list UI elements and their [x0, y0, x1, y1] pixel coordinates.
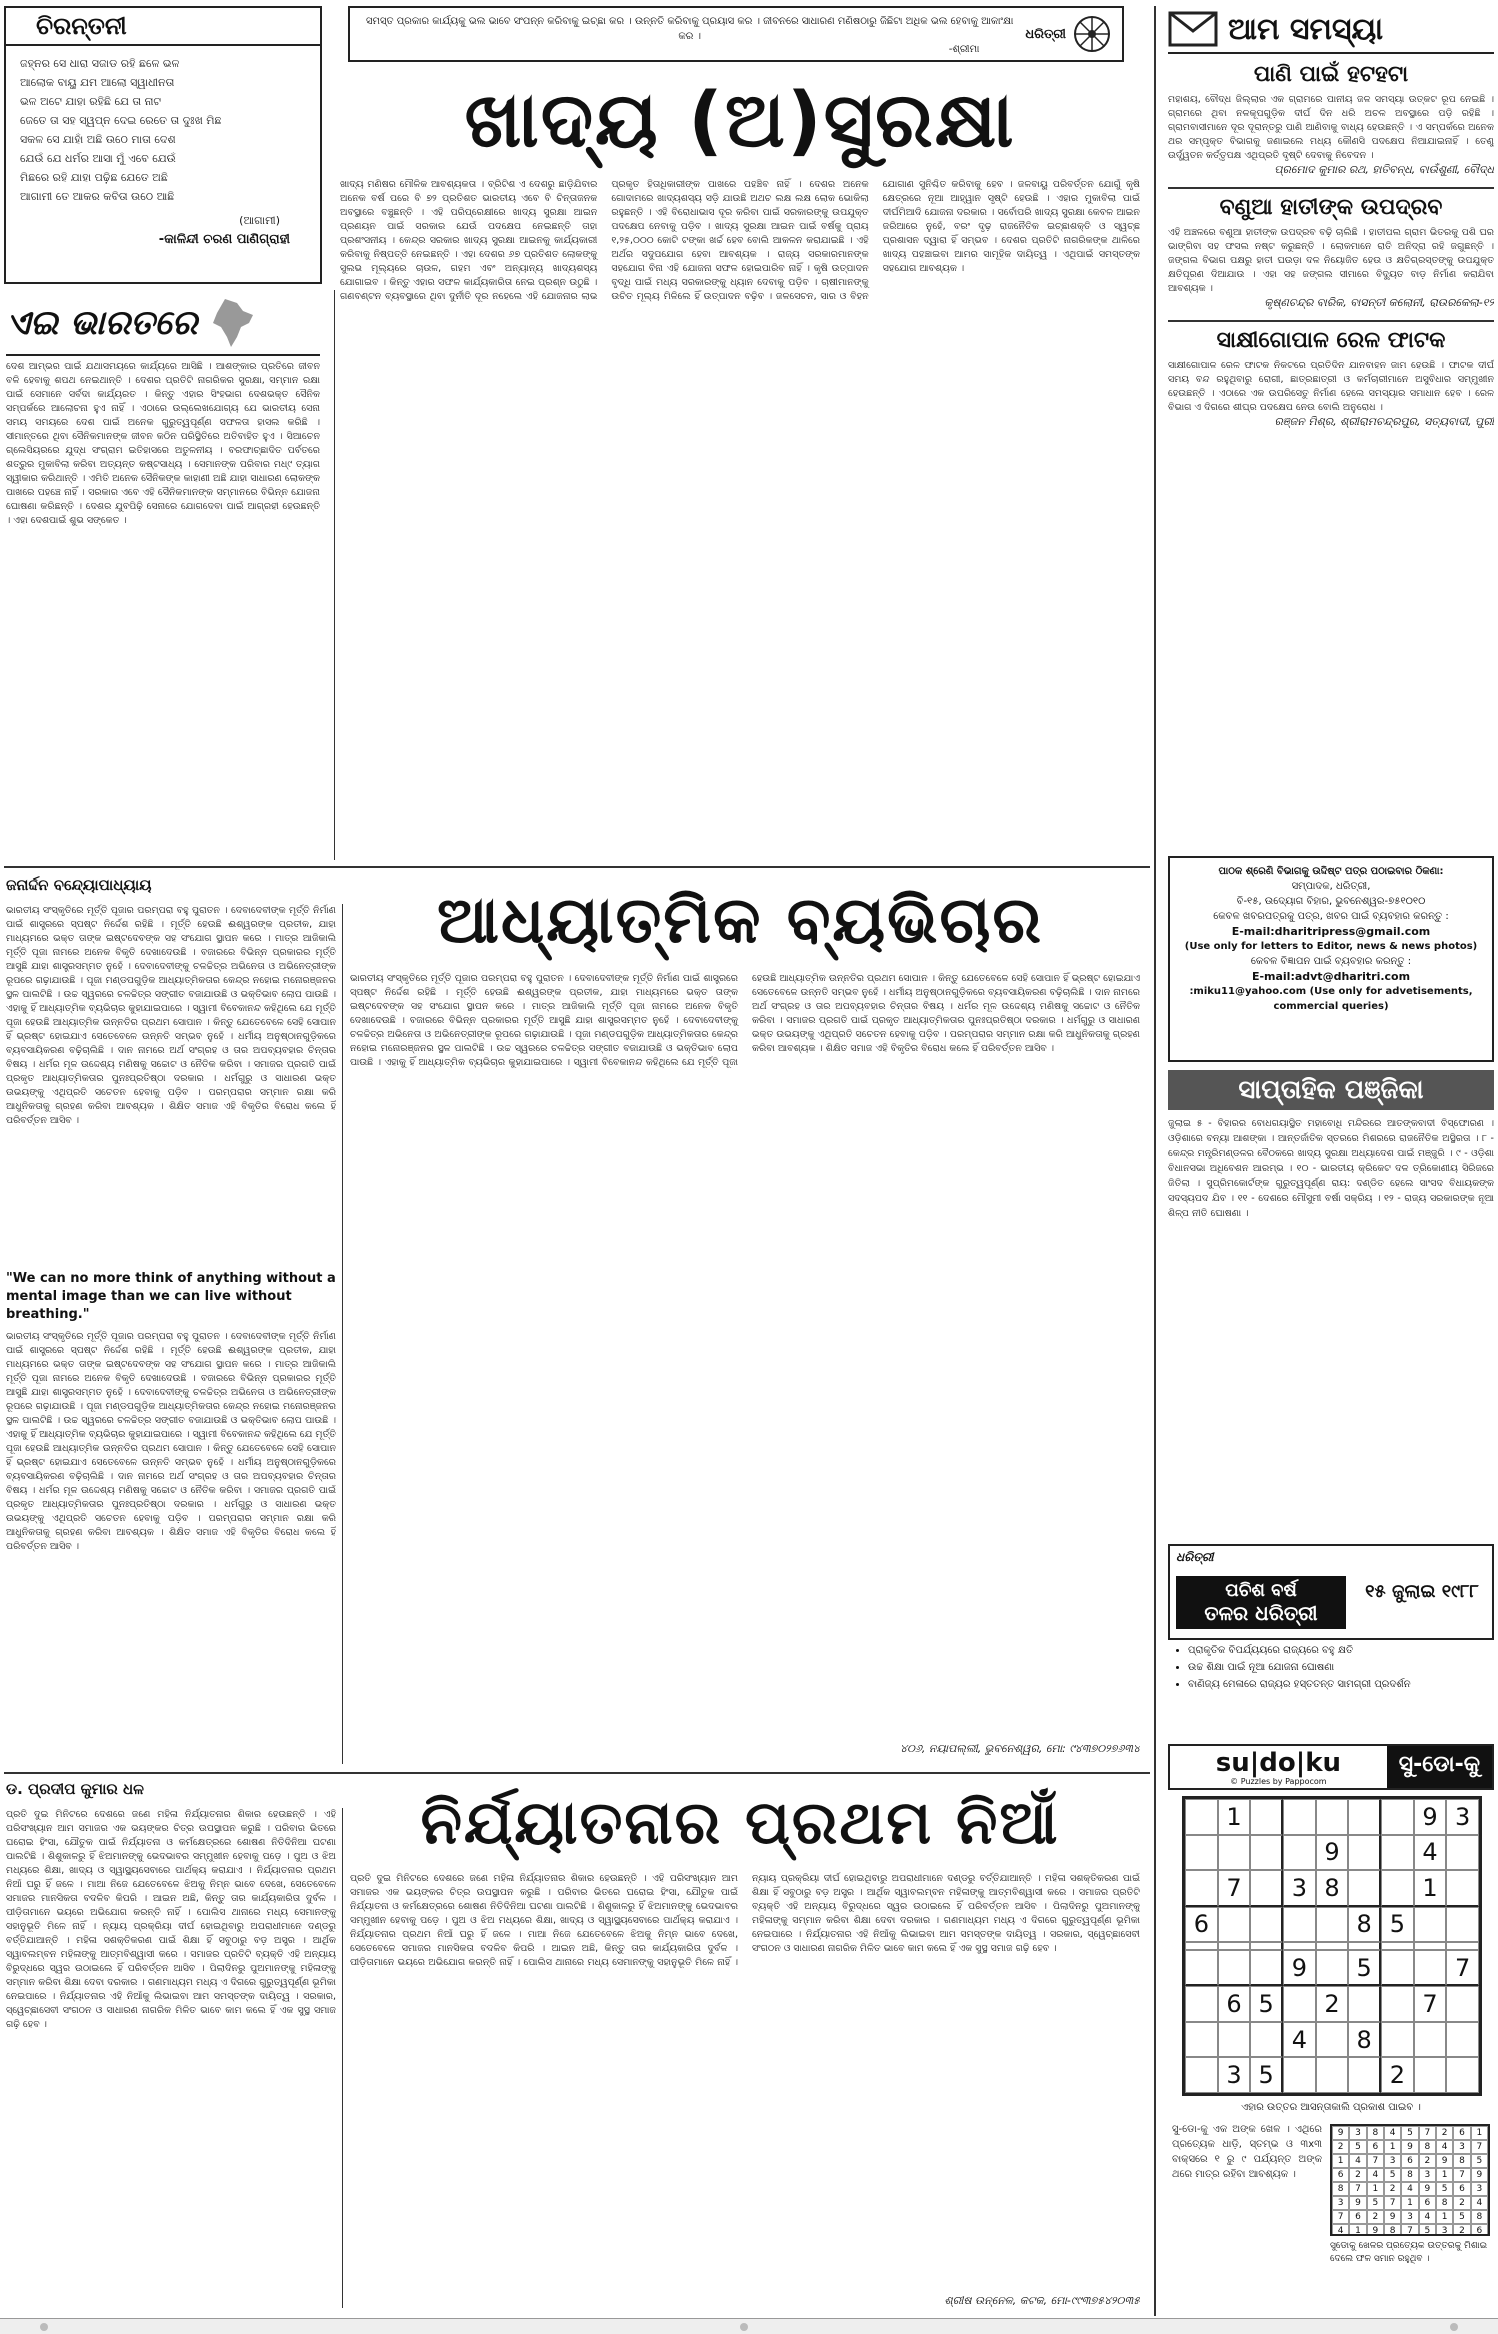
sudoku-solution-cell: 5 [1419, 2224, 1436, 2236]
sudoku-solution-cell: 7 [1384, 2196, 1401, 2210]
sudoku-cell[interactable] [1446, 1870, 1479, 1907]
sudoku-solution-cell: 2 [1367, 2210, 1384, 2224]
sudoku-solution-cell: 5 [1436, 2182, 1453, 2196]
sudoku-cell[interactable] [1348, 1942, 1381, 1950]
lead-headline: ଖାଦ୍ୟ (ଅ)ସୁରକ୍ଷା [464, 75, 1016, 164]
sudoku-cell[interactable] [1316, 1942, 1349, 1950]
sudoku-cell[interactable]: 5 [1348, 1950, 1381, 1987]
divider [4, 1772, 1150, 1774]
sudoku-cell[interactable]: 4 [1283, 2022, 1316, 2058]
sudoku-brand-c: ku [1305, 1747, 1342, 1778]
india-map-icon [207, 297, 257, 349]
sudoku-solution-cell: 7 [1367, 2154, 1384, 2168]
sudoku-cell[interactable]: 5 [1250, 2057, 1283, 2093]
sudoku-solution-cell: 2 [1453, 2196, 1470, 2210]
sudoku-cell[interactable] [1185, 1835, 1218, 1871]
sudoku-solution-cell: 6 [1453, 2126, 1470, 2140]
nav-dot-icon [1450, 2323, 1458, 2331]
sudoku-solution-cell: 2 [1419, 2154, 1436, 2168]
letter-item [1168, 195, 1494, 310]
sudoku-solution-cell: 3 [1419, 2168, 1436, 2182]
letter-item [1168, 62, 1494, 177]
divider [334, 290, 335, 860]
sudoku-cell[interactable]: 5 [1381, 1907, 1414, 1943]
sudoku-solution-cell: 6 [1349, 2210, 1366, 2224]
sudoku-solution-cell: 1 [1349, 2224, 1366, 2236]
sudoku-solution-cell: 9 [1436, 2154, 1453, 2168]
address-email3[interactable]: :miku11@yahoo.com (Use only for advetisements, commercial queries) [1189, 986, 1473, 1012]
sudoku-cell[interactable] [1283, 2057, 1316, 2093]
quote-box [348, 6, 1124, 62]
sudoku-cell[interactable]: 8 [1316, 1870, 1349, 1907]
sudoku-solution-cell: 3 [1453, 2140, 1470, 2154]
sudoku-cell[interactable] [1185, 2022, 1218, 2058]
sudoku-solution-cell: 1 [1471, 2126, 1488, 2140]
sudoku-cell[interactable]: 4 [1414, 1835, 1447, 1871]
sudoku-cell[interactable]: 8 [1348, 1907, 1381, 1943]
address-email1-note: (Use only for letters to Editor, news & news photos) [1184, 941, 1478, 952]
sudoku-rules: ସୁ-ଡୋ-କୁ ଏକ ଅଙ୍କ ଖେଳ । ଏଥିରେ ପ୍ରତ୍ୟେକ ଧାଡ଼ି, ସ୍ତମ୍ଭ ଓ ୩x୩ ବାକ୍ସରେ ୧ ରୁ ୯ ପର୍ଯ୍ୟନ୍ତ ଅଙ୍କ ଥରେ ମାତ୍ର ରହିବା ଆବଶ୍ୟକ । [1172, 2124, 1322, 2180]
sudoku-solution-cell: 8 [1384, 2224, 1401, 2236]
sudoku-solution-cell: 6 [1419, 2196, 1436, 2210]
sudoku-brand-a: su [1215, 1747, 1250, 1778]
letters-title: ଆମ ସମସ୍ୟା [1228, 11, 1384, 47]
sudoku-solution-cell: 4 [1471, 2196, 1488, 2210]
article3-headline: ନିର୍ଯ୍ୟାତନାର ପ୍ରଥମ ନିଆଁ [420, 1788, 1060, 1858]
sudoku-solution-cell: 3 [1471, 2182, 1488, 2196]
letter-3-head: ସାକ୍ଷୀଗୋପାଳ ରେଳ ଫାଟକ [1216, 328, 1446, 353]
sudoku-solution-cell: 1 [1436, 2168, 1453, 2182]
sudoku-solution-cell: 1 [1332, 2154, 1349, 2168]
sudoku-cell[interactable] [1218, 1950, 1251, 1987]
ajibharat-logo [6, 292, 320, 356]
letter-1-head: ପାଣି ପାଇଁ ହଟହଟା [1253, 62, 1409, 87]
sudoku-cell[interactable] [1250, 1942, 1283, 1950]
sudoku-cell[interactable] [1348, 1986, 1381, 2022]
sudoku-solution-cell: 8 [1367, 2126, 1384, 2140]
sudoku-solution-grid [1330, 2124, 1490, 2236]
sudoku-solution-cell: 9 [1332, 2126, 1349, 2140]
sudoku-cell[interactable] [1283, 1942, 1316, 1950]
sudoku-answer-note: ଏହାର ଉତ୍ତର ଆସନ୍ତାକାଲି ପ୍ରକାଶ ପାଇବ । [1241, 2102, 1421, 2113]
sudoku-cell[interactable] [1381, 1950, 1414, 1987]
sudoku-cell[interactable]: 1 [1414, 1870, 1447, 1907]
sudoku-cell[interactable] [1414, 2057, 1447, 2093]
sudoku-cell[interactable] [1414, 2022, 1447, 2058]
sudoku-solution-cell: 3 [1349, 2126, 1366, 2140]
sudoku-brand-b: do [1259, 1747, 1296, 1778]
sudoku-cell[interactable]: 2 [1316, 1986, 1349, 2022]
letter-1-sign: ପ୍ରମୋଦ କୁମାର ରଥ, ହାତିବନ୍ଧ, ବାଉଁଶୁଣୀ, ବୌଦ୍ଧ [1274, 163, 1494, 176]
address-line4: କେବଳ ଖବରପତ୍ରକୁ ପତ୍ର, ଖବର ପାଇଁ ବ୍ୟବହାର କରନ୍ତୁ : [1213, 911, 1449, 922]
sudoku-cell[interactable] [1446, 1986, 1479, 2022]
sudoku-grid[interactable] [1182, 1796, 1482, 2096]
sudoku-solution-cell: 7 [1332, 2210, 1349, 2224]
sudoku-solution-cell: 4 [1384, 2126, 1401, 2140]
weekly-body: ଜୁଲାଇ ୫ - ବିହାରର ବୋଧଗୟାସ୍ଥିତ ମହାବୋଧି ମନ୍ଦିରରେ ଆତଙ୍କବାଦୀ ବିସ୍ଫୋରଣ । ଓଡ଼ିଶାରେ ବନ୍ୟା ଆଶଙ୍କା । ଆନ୍ତର୍ଜାତିକ ସ୍ତରରେ ମିଶରରେ ରାଜନୈତିକ ଅସ୍ଥିରତା । ୮ - କେନ୍ଦ୍ର ମନ୍ତ୍ରିମଣ୍ଡଳର ବୈଠକରେ ଖାଦ୍ୟ ସୁରକ୍ଷା ଅଧ୍ୟାଦେଶ ପାଇଁ ମଞ୍ଜୁରି । ୯ - ଓଡ଼ିଶା ବିଧାନସଭା ଅଧିବେଶନ ଆରମ୍ଭ । ୧୦ - ଭାରତୀୟ କ୍ରିକେଟ ଦଳ ତ୍ରିକୋଣୀୟ ସିରିଜରେ ଜିତିଲା । ସୁପ୍ରିମକୋର୍ଟଙ୍କ ଗୁରୁତ୍ୱପୂର୍ଣ୍ଣ ରାୟ: ଦଣ୍ଡିତ ହେଲେ ସାଂସଦ ବିଧାୟକଙ୍କ ସଦସ୍ୟପଦ ଯିବ । ୧୧ - ଦେଶରେ ମୌସୁମୀ ବର୍ଷା ସକ୍ରିୟ । ୧୨ - ରାଜ୍ୟ ସରକାରଙ୍କ ନୂଆ ଶିଳ୍ପ ନୀତି ଘୋଷଣା । [1168, 1118, 1494, 1219]
article2-col1 [6, 904, 336, 1774]
anniv-brand: ଧରିତ୍ରୀ [1176, 1550, 1214, 1564]
sudoku-solution-cell: 8 [1401, 2168, 1418, 2182]
sudoku-cell[interactable] [1381, 1870, 1414, 1907]
sudoku-solution-cell: 8 [1436, 2196, 1453, 2210]
nav-dot-icon [740, 2323, 748, 2331]
chiranatani-note: (ଆଗାମୀ) [239, 214, 280, 227]
sudoku-solution-cell: 4 [1332, 2224, 1349, 2236]
sudoku-solution-cell: 4 [1419, 2210, 1436, 2224]
divider [342, 904, 343, 1764]
sudoku-cell[interactable] [1316, 1907, 1349, 1943]
sudoku-cell[interactable] [1250, 1799, 1283, 1835]
wheel-icon [1072, 14, 1112, 54]
letter-1-body: ମହାଶୟ, ବୌଦ୍ଧ ଜିଲ୍ଲାର ଏକ ଗ୍ରାମରେ ପାନୀୟ ଜଳ ସମସ୍ୟା ଉତ୍କଟ ରୂପ ନେଇଛି । ଗ୍ରାମରେ ଥିବା ନଳକୂପଗୁଡ଼ିକ ଦୀର୍ଘ ଦିନ ଧରି ଅଚଳ ଅବସ୍ଥାରେ ପଡ଼ି ରହିଛି । ଗ୍ରାମବାସୀମାନେ ଦୂର ଦୂରାନ୍ତରୁ ପାଣି ଆଣିବାକୁ ବାଧ୍ୟ ହେଉଛନ୍ତି । ଏ ସମ୍ପର୍କରେ ଅନେକ ଥର ସମ୍ପୃକ୍ତ ବିଭାଗକୁ ଜଣାଇଲେ ମଧ୍ୟ କୌଣସି ପଦକ୍ଷେପ ନିଆଯାଇନାହିଁ । ତେଣୁ ଉର୍ଦ୍ଧ୍ୱତନ କର୍ତ୍ତୃପକ୍ଷ ଏଥିପ୍ରତି ଦୃଷ୍ଟି ଦେବାକୁ ନିବେଦନ । [1168, 94, 1494, 161]
sudoku-solution-cell: 8 [1453, 2154, 1470, 2168]
sudoku-solution-cell: 9 [1384, 2210, 1401, 2224]
anniv-item: • ଉଚ୍ଚ ଶିକ୍ଷା ପାଇଁ ନୂଆ ଯୋଜନା ଘୋଷଣା [1188, 1661, 1494, 1675]
article3-body: ପ୍ରତି ଦୁଇ ମିନିଟରେ ଦେଶରେ ଜଣେ ମହିଳା ନିର୍ଯ୍ୟାତନାର ଶିକାର ହେଉଛନ୍ତି । ଏହି ପରିସଂଖ୍ୟାନ ଆମ ସମାଜର ଏକ ଭୟଙ୍କର ଚିତ୍ର ଉପସ୍ଥାପନ କରୁଛି । ପରିବାର ଭିତରେ ଘରୋଇ ହିଂସା, ଯୌତୁକ ପାଇଁ ନିର୍ଯ୍ୟାତନା ଓ କର୍ମକ୍ଷେତ୍ରରେ ଶୋଷଣ ନିତିଦିନିଆ ଘଟଣା ପାଲଟିଛି । ଶିଶୁକାଳରୁ ହିଁ ଝିଅମାନଙ୍କୁ ଭେଦଭାବର ସମ୍ମୁଖୀନ ହେବାକୁ ପଡ଼େ । ପୁଅ ଓ ଝିଅ ମଧ୍ୟରେ ଶିକ୍ଷା, ଖାଦ୍ୟ ଓ ସ୍ୱାସ୍ଥ୍ୟସେବାରେ ପାର୍ଥକ୍ୟ କରାଯାଏ । ନିର୍ଯ୍ୟାତନାର ପ୍ରଥମ ନିଆଁ ଘରୁ ହିଁ ଜଳେ । ମାଆ ନିଜେ ଯେତେବେଳେ ଝିଅକୁ ନିମ୍ନ ଭାବେ ଦେଖେ, ସେତେବେଳେ ସମାଜର ମାନସିକତା ବଦଳିବ କିପରି । ଆଇନ ଅଛି, କିନ୍ତୁ ତାର କାର୍ଯ୍ୟକାରିତା ଦୁର୍ବଳ । ପୀଡ଼ିତାମାନେ ଭୟରେ ଅଭିଯୋଗ କରନ୍ତି ନାହିଁ । ପୋଲିସ ଥାନାରେ ମଧ୍ୟ ସେମାନଙ୍କୁ ସହାନୁଭୂତି ମିଳେ ନାହିଁ । ନ୍ୟାୟ ପ୍ରକ୍ରିୟା ଦୀର୍ଘ ହୋଇଥିବାରୁ ଅପରାଧୀମାନେ ଦଣ୍ଡରୁ ବର୍ତ୍ତିଯାଆନ୍ତି । ମହିଳା ସଶକ୍ତିକରଣ ପାଇଁ ଶିକ୍ଷା ହିଁ ସବୁଠାରୁ ବଡ଼ ଅସ୍ତ୍ର । ଆର୍ଥିକ ସ୍ୱାବଲମ୍ବନ ମହିଳାଙ୍କୁ ଆତ୍ମବିଶ୍ୱାସୀ କରେ । ସମାଜର ପ୍ରତିଟି ବ୍ୟକ୍ତି ଏହି ଅନ୍ୟାୟ ବିରୁଦ୍ଧରେ ସ୍ୱର ଉଠାଇଲେ ହିଁ ପରିବର୍ତ୍ତନ ଆସିବ । ପିଲାଦିନରୁ ପୁଅମାନଙ୍କୁ ମହିଳାଙ୍କୁ ସମ୍ମାନ କରିବା ଶିକ୍ଷା ଦେବା ଦରକାର । ଗଣମାଧ୍ୟମ ମଧ୍ୟ ଏ ଦିଗରେ ଗୁରୁତ୍ୱପୂର୍ଣ୍ଣ ଭୂମିକା ନେଇପାରେ । ନିର୍ଯ୍ୟାତନାର ଏହି ନିଆଁକୁ ଲିଭାଇବା ଆମ ସମସ୍ତଙ୍କ ଦାୟିତ୍ୱ । ସରକାର, ସ୍ୱେଚ୍ଛାସେବୀ ସଂଗଠନ ଓ ସାଧାରଣ ନାଗରିକ ମିଳିତ ଭାବେ କାମ କଲେ ହିଁ ଏକ ସୁସ୍ଥ ସମାଜ ଗଢ଼ି ହେବ । [350, 1873, 1140, 1968]
chiranatani-poem: ଜହ୍ନର ସେ ଧାରା ସଜାଡ ରହି ଛଳେ ଭଳ ଆଲୋକ ବାୟୁ ଯମ ଆଲୋ ସ୍ୱାଧୀନତା ଭଳ ଅଟେ ଯାହା ରହିଛି ଯେ ତା ନାଟ ଜେତେ ତା ସହ ସ୍ୱପ୍ନ ଦେଇ ରେତେ ତା ଦୁଃଖ ମିଛ ସକଳ ସେ ଯାହାଁ ଅଛି ଉଠେ ମାତା ଦେଶ ଯେଉଁ ଯେ ଧର୍ମର ଆସା ମୁଁ ଏବେ ଯେଉଁ ମିଛରେ ରହି ଯାହା ପଢ଼ିଛ ଯେତେ ଅଛି ଆଗାମୀ ତେ ଆକର କବିତା ଉଠେ ଆଛି [20, 57, 222, 203]
chiranatani-box [4, 6, 322, 284]
address-box [1168, 856, 1494, 1062]
sudoku-solution-cell: 8 [1419, 2140, 1436, 2154]
sudoku-solution-cell: 2 [1436, 2126, 1453, 2140]
sudoku-cell[interactable] [1250, 1907, 1283, 1943]
ajibharat-logo-text: ଏଇ ଭାରତରେ [6, 303, 198, 343]
sudoku-cell[interactable] [1381, 1799, 1414, 1835]
address-line3: ବି-୧୫, ଉଦ୍ୟୋଗ ବିହାର, ଭୁବନେଶ୍ୱର-୭୫୧୦୧୦ [1236, 896, 1426, 907]
sudoku-solution-cell: 5 [1384, 2168, 1401, 2182]
sudoku-solution-cell: 1 [1384, 2140, 1401, 2154]
sudoku-cell[interactable] [1446, 1942, 1479, 1950]
sudoku-solution-cell: 6 [1471, 2224, 1488, 2236]
letter-item [1168, 328, 1494, 429]
divider [342, 1808, 343, 2308]
sudoku-solution-cell: 9 [1471, 2168, 1488, 2182]
sudoku-solution-cell: 5 [1471, 2154, 1488, 2168]
sudoku-cell[interactable] [1446, 2057, 1479, 2093]
address-line5: କେବଳ ବିଜ୍ଞାପନ ପାଇଁ ବ୍ୟବହାର କରନ୍ତୁ : [1250, 956, 1412, 967]
sudoku-cell[interactable] [1218, 2022, 1251, 2058]
sudoku-cell[interactable] [1250, 1870, 1283, 1907]
sudoku-header: su|do|ku © Puzzles by Pappocom ସୁ-ଡୋ-କୁ [1168, 1744, 1494, 1790]
address-email1[interactable]: E-mail:dharitripress@gmail.com [1231, 925, 1431, 938]
sudoku-solution-cell: 7 [1471, 2140, 1488, 2154]
letter-2-body: ଏହି ଅଞ୍ଚଳରେ ବଣୁଆ ହାତୀଙ୍କ ଉପଦ୍ରବ ବଢ଼ି ଚାଲିଛି । ହାତୀପଲ ଗ୍ରାମ ଭିତରକୁ ପଶି ଘର ଭାଙ୍ଗିବା ସହ ଫସଲ ନଷ୍ଟ କରୁଛନ୍ତି । ଲୋକମାନେ ରାତି ଅନିଦ୍ରା ରହି ଜଗୁଛନ୍ତି । ଜଙ୍ଗଲ ବିଭାଗ ପକ୍ଷରୁ ହାତୀ ଘଉଡ଼ା ଦଳ ନିୟୋଜିତ ହେଉ ଓ କ୍ଷତିଗ୍ରସ୍ତଙ୍କୁ ଉପଯୁକ୍ତ କ୍ଷତିପୂରଣ ଦିଆଯାଉ । ଏହା ସହ ଜଙ୍ଗଲ ସୀମାରେ ବିଦ୍ୟୁତ ବାଡ଼ ନିର୍ମାଣ କରାଯିବା ଆବଶ୍ୟକ । [1168, 227, 1494, 294]
article2-sign: ୪୦୬, ନୟାପଲ୍ଲୀ, ଭୁବନେଶ୍ୱର, ମୋ: ୯୪୩୭୦୨୭୬୩୪ [899, 1742, 1140, 1755]
sudoku-cell[interactable]: 7 [1414, 1986, 1447, 2022]
sudoku-cell[interactable] [1446, 1907, 1479, 1943]
sudoku-solution-cell: 7 [1401, 2224, 1418, 2236]
nav-dot-icon [40, 2323, 48, 2331]
letters-list [1168, 58, 1494, 848]
sudoku-cell[interactable] [1185, 2057, 1218, 2093]
sudoku-cell[interactable]: 1 [1218, 1799, 1251, 1835]
sudoku-cell[interactable] [1185, 1799, 1218, 1835]
sudoku-cell[interactable]: 7 [1446, 1950, 1479, 1987]
sudoku-solution-cell: 3 [1436, 2224, 1453, 2236]
sudoku-solution-cell: 2 [1349, 2168, 1366, 2182]
article2-author: ଜନାର୍ଦ୍ଦନ ବନ୍ଦ୍ୟୋପାଧ୍ୟାୟ [6, 876, 152, 894]
sudoku-solution-cell: 4 [1436, 2140, 1453, 2154]
sudoku-solution-cell: 9 [1367, 2224, 1384, 2236]
sudoku-solution-cell: 1 [1401, 2196, 1418, 2210]
sudoku-odia-title: ସୁ-ଡୋ-କୁ [1387, 1746, 1492, 1788]
sudoku-solution-cell: 3 [1332, 2196, 1349, 2210]
article2-quote: "We can no more think of anything without a mental image than we can live without breathing." [6, 1271, 336, 1322]
sudoku-cell[interactable] [1348, 2057, 1381, 2093]
sudoku-cell[interactable] [1283, 1835, 1316, 1871]
sudoku-cell[interactable] [1446, 1835, 1479, 1871]
sudoku-cell[interactable] [1348, 1835, 1381, 1871]
sudoku-cell[interactable] [1250, 1835, 1283, 1871]
article3-author: ଡ. ପ୍ରଦୀପ କୁମାର ଧଳ [6, 1780, 144, 1798]
sudoku-cell[interactable]: 7 [1218, 1870, 1251, 1907]
sudoku-cell[interactable] [1283, 1907, 1316, 1943]
sudoku-solution-cell: 7 [1349, 2182, 1366, 2196]
sudoku-cell[interactable] [1414, 1942, 1447, 1950]
sudoku-solution-cell: 2 [1384, 2182, 1401, 2196]
sudoku-by: © Puzzles by Pappocom [1230, 1776, 1327, 1786]
sudoku-cell[interactable]: 3 [1283, 1870, 1316, 1907]
sudoku-cell[interactable] [1283, 1799, 1316, 1835]
anniv-date: ୧୫ ଜୁଲାଇ ୧୯୮୮ [1365, 1581, 1479, 1602]
quote-brand: ଧରିତ୍ରୀ [1025, 26, 1066, 42]
sudoku-cell[interactable] [1250, 2022, 1283, 2058]
ajibharat-body: ଦେଶ ଆମ୍ଭର ପାଇଁ ଯଥାସମୟରେ କାର୍ଯ୍ୟରେ ଆସିଛି । ଆଶଙ୍କାର ପ୍ରତିରେ ଜୀବନ ବଳି ହେବାକୁ ଶପଥ ନେଇଥାନ୍ତି । ଦେଶର ପ୍ରତିଟି ନାଗରିକର ସୁରକ୍ଷା, ସମ୍ମାନ ରକ୍ଷା ପାଇଁ ସେମାନେ ସର୍ବଦା କାର୍ଯ୍ୟରତ । କିନ୍ତୁ ଏହାର ସିଂହଭାଗ ଦେଶଭକ୍ତ ସୈନିକ ସମ୍ପର୍କରେ ଆଲୋଚନା ହୁଏ ନାହିଁ । ଏଠାରେ ଉଲ୍ଲେଖଯୋଗ୍ୟ ଯେ ଭାରତୀୟ ସେନା ସମୟ ସମୟରେ ଦେଶ ପାଇଁ ଅନେକ ଗୁରୁତ୍ୱପୂର୍ଣ୍ଣ ସଫଳତା ହାସଲ କରିଛି । ସୀମାନ୍ତରେ ଥିବା ସୈନିକମାନଙ୍କ ଜୀବନ କଠିନ ପରିସ୍ଥିତିରେ ଅତିବାହିତ ହୁଏ । ସିଆଚେନ ଗ୍ଲେସିୟରରେ ଯୁଦ୍ଧ ସଂଗ୍ରାମ ଇତିହାସରେ ଅତୁଳନୀୟ । ବରଫାଚ୍ଛାଦିତ ପର୍ବତରେ ଶତ୍ରୁର ମୁକାବିଲା କରିବା ଅତ୍ୟନ୍ତ କଷ୍ଟସାଧ୍ୟ । ସେମାନଙ୍କ ପରିବାର ମଧ୍୯ ତ୍ୟାଗ ସ୍ୱୀକାର କରିଥାନ୍ତି । ଏମିତି ଅନେକ ସୈନିକଙ୍କ କାହାଣୀ ଅଛି ଯାହା ସାଧାରଣ ଲୋକଙ୍କ ପାଖରେ ପହଞ୍ଚେ ନାହିଁ । ସରକାର ଏବେ ଏହି ସୈନିକମାନଙ୍କ ସମ୍ମାନରେ ବିଭିନ୍ନ ଯୋଜନା ଘୋଷଣା କରିଛନ୍ତି । ଦେଶର ଯୁବପିଢ଼ି ସେନାରେ ଯୋଗଦେବା ପାଇଁ ଆଗ୍ରହୀ ହେଉଛନ୍ତି । ଏହା ଦେଶପାଇଁ ଶୁଭ ସଙ୍କେତ । [6, 361, 320, 526]
sudoku-cell[interactable] [1381, 1986, 1414, 2022]
article2-body-lead: ଭାରତୀୟ ସଂସ୍କୃତିରେ ମୂର୍ତ୍ତି ପୂଜାର ପରମ୍ପରା ବହୁ ପୁରାତନ । ଦେବାଦେବୀଙ୍କ ମୂର୍ତ୍ତି ନିର୍ମାଣ ପାଇଁ ଶାସ୍ତ୍ରରେ ସ୍ପଷ୍ଟ ନିର୍ଦ୍ଦେଶ ରହିଛି । ମୂର୍ତ୍ତି ହେଉଛି ଈଶ୍ୱରଙ୍କ ପ୍ରତୀକ, ଯାହା ମାଧ୍ୟମରେ ଭକ୍ତ ତାଙ୍କ ଇଷ୍ଟଦେବଙ୍କ ସହ ସଂଯୋଗ ସ୍ଥାପନ କରେ । ମାତ୍ର ଆଜିକାଲି ମୂର୍ତ୍ତି ପୂଜା ନାମରେ ଅନେକ ବିକୃତି ଦେଖାଦେଉଛି । ବଜାରରେ ବିଭିନ୍ନ ପ୍ରକାରର ମୂର୍ତ୍ତି ଆସୁଛି ଯାହା ଶାସ୍ତ୍ରସମ୍ମତ ନୁହେଁ । ଦେବାଦେବୀଙ୍କୁ ଚଳଚ୍ଚିତ୍ର ଅଭିନେତା ଓ ଅଭିନେତ୍ରୀଙ୍କ ରୂପରେ ଗଢ଼ାଯାଉଛି । ପୂଜା ମଣ୍ଡପଗୁଡ଼ିକ ଆଧ୍ୟାତ୍ମିକତାର କେନ୍ଦ୍ର ନହୋଇ ମନୋରଞ୍ଜନର ସ୍ଥଳ ପାଲଟିଛି । ଉଚ୍ଚ ସ୍ୱରରେ ଚଳଚ୍ଚିତ୍ର ସଙ୍ଗୀତ ବଜାଯାଉଛି ଓ ଭକ୍ତିଭାବ ଲୋପ ପାଉଛି । ଏହାକୁ ହିଁ ଆଧ୍ୟାତ୍ମିକ ବ୍ୟଭିଚାର କୁହାଯାଇପାରେ । ସ୍ୱାମୀ ବିବେକାନନ୍ଦ କହିଥିଲେ ଯେ ମୂର୍ତ୍ତି ପୂଜା ହେଉଛି ଆଧ୍ୟାତ୍ମିକ ଉନ୍ନତିର ପ୍ରଥମ ସୋପାନ । କିନ୍ତୁ ଯେତେବେଳେ ସେହି ସୋପାନ ହିଁ ଭ୍ରଷ୍ଟ ହୋଇଯାଏ ସେତେବେଳେ ଉନ୍ନତି ସମ୍ଭବ ନୁହେଁ । ଧର୍ମୀୟ ଅନୁଷ୍ଠାନଗୁଡ଼ିକରେ ବ୍ୟବସାୟିକରଣ ବଢ଼ିଚାଲିଛି । ଦାନ ନାମରେ ଅର୍ଥ ସଂଗ୍ରହ ଓ ତାର ଅପବ୍ୟବହାର ଚିନ୍ତାର ବିଷୟ । ଧର୍ମର ମୂଳ ଉଦ୍ଦେଶ୍ୟ ମଣିଷକୁ ସଚ୍ଚୋଟ ଓ ନୈତିକ କରିବା । ସମାଜର ପ୍ରଗତି ପାଇଁ ପ୍ରକୃତ ଆଧ୍ୟାତ୍ମିକତାର ପୁନଃପ୍ରତିଷ୍ଠା ଦରକାର । ଧର୍ମଗୁରୁ ଓ ସାଧାରଣ ଭକ୍ତ ଉଭୟଙ୍କୁ ଏଥିପ୍ରତି ସଚେତନ ହେବାକୁ ପଡ଼ିବ । ପରମ୍ପରାର ସମ୍ମାନ ରକ୍ଷା କରି ଆଧୁନିକତାକୁ ଗ୍ରହଣ କରିବା ଆବଶ୍ୟକ । ଶିକ୍ଷିତ ସମାଜ ଏହି ବିକୃତିର ବିରୋଧ କଲେ ହିଁ ପରିବର୍ତ୍ତନ ଆସିବ । [6, 905, 336, 1126]
article2-body: ଭାରତୀୟ ସଂସ୍କୃତିରେ ମୂର୍ତ୍ତି ପୂଜାର ପରମ୍ପରା ବହୁ ପୁରାତନ । ଦେବାଦେବୀଙ୍କ ମୂର୍ତ୍ତି ନିର୍ମାଣ ପାଇଁ ଶାସ୍ତ୍ରରେ ସ୍ପଷ୍ଟ ନିର୍ଦ୍ଦେଶ ରହିଛି । ମୂର୍ତ୍ତି ହେଉଛି ଈଶ୍ୱରଙ୍କ ପ୍ରତୀକ, ଯାହା ମାଧ୍ୟମରେ ଭକ୍ତ ତାଙ୍କ ଇଷ୍ଟଦେବଙ୍କ ସହ ସଂଯୋଗ ସ୍ଥାପନ କରେ । ମାତ୍ର ଆଜିକାଲି ମୂର୍ତ୍ତି ପୂଜା ନାମରେ ଅନେକ ବିକୃତି ଦେଖାଦେଉଛି । ବଜାରରେ ବିଭିନ୍ନ ପ୍ରକାରର ମୂର୍ତ୍ତି ଆସୁଛି ଯାହା ଶାସ୍ତ୍ରସମ୍ମତ ନୁହେଁ । ଦେବାଦେବୀଙ୍କୁ ଚଳଚ୍ଚିତ୍ର ଅଭିନେତା ଓ ଅଭିନେତ୍ରୀଙ୍କ ରୂପରେ ଗଢ଼ାଯାଉଛି । ପୂଜା ମଣ୍ଡପଗୁଡ଼ିକ ଆଧ୍ୟାତ୍ମିକତାର କେନ୍ଦ୍ର ନହୋଇ ମନୋରଞ୍ଜନର ସ୍ଥଳ ପାଲଟିଛି । ଉଚ୍ଚ ସ୍ୱରରେ ଚଳଚ୍ଚିତ୍ର ସଙ୍ଗୀତ ବଜାଯାଉଛି ଓ ଭକ୍ତିଭାବ ଲୋପ ପାଉଛି । ଏହାକୁ ହିଁ ଆଧ୍ୟାତ୍ମିକ ବ୍ୟଭିଚାର କୁହାଯାଇପାରେ । ସ୍ୱାମୀ ବିବେକାନନ୍ଦ କହିଥିଲେ ଯେ ମୂର୍ତ୍ତି ପୂଜା ହେଉଛି ଆଧ୍ୟାତ୍ମିକ ଉନ୍ନତିର ପ୍ରଥମ ସୋପାନ । କିନ୍ତୁ ଯେତେବେଳେ ସେହି ସୋପାନ ହିଁ ଭ୍ରଷ୍ଟ ହୋଇଯାଏ ସେତେବେଳେ ଉନ୍ନତି ସମ୍ଭବ ନୁହେଁ । ଧର୍ମୀୟ ଅନୁଷ୍ଠାନଗୁଡ଼ିକରେ ବ୍ୟବସାୟିକରଣ ବଢ଼ିଚାଲିଛି । ଦାନ ନାମରେ ଅର୍ଥ ସଂଗ୍ରହ ଓ ତାର ଅପବ୍ୟବହାର ଚିନ୍ତାର ବିଷୟ । ଧର୍ମର ମୂଳ ଉଦ୍ଦେଶ୍ୟ ମଣିଷକୁ ସଚ୍ଚୋଟ ଓ ନୈତିକ କରିବା । ସମାଜର ପ୍ରଗତି ପାଇଁ ପ୍ରକୃତ ଆଧ୍ୟାତ୍ମିକତାର ପୁନଃପ୍ରତିଷ୍ଠା ଦରକାର । ଧର୍ମଗୁରୁ ଓ ସାଧାରଣ ଭକ୍ତ ଉଭୟଙ୍କୁ ଏଥିପ୍ରତି ସଚେତନ ହେବାକୁ ପଡ଼ିବ । ପରମ୍ପରାର ସମ୍ମାନ ରକ୍ଷା କରି ଆଧୁନିକତାକୁ ଗ୍ରହଣ କରିବା ଆବଶ୍ୟକ । ଶିକ୍ଷିତ ସମାଜ ଏହି ବିକୃତିର ବିରୋଧ କଲେ ହିଁ ପରିବର୍ତ୍ତନ ଆସିବ । [350, 973, 1140, 1068]
sudoku-solution-cell: 4 [1349, 2154, 1366, 2168]
quote-text: ସମସ୍ତ ପ୍ରକାର କାର୍ଯ୍ୟକୁ ଭଲ ଭାବେ ସଂପନ୍ନ କରିବାକୁ ଇଚ୍ଛା କର । ଉନ୍ନତି କରିବାକୁ ପ୍ରୟାସ କର । ଜୀବନରେ ସାଧାରଣ ମଣିଷଠାରୁ ଜିଛିଟା ଅଧିକ ଭଲ ହେବାକୁ ଆକାଂକ୍ଷା କର । [365, 15, 1014, 42]
letter-3-sign: ରଞ୍ଜନ ମିଶ୍ର, ଶ୍ରୀରାମଚନ୍ଦ୍ରପୁର, ସତ୍ୟବାଦୀ, ପୁରୀ [1274, 415, 1494, 428]
sudoku-cell[interactable]: 9 [1283, 1950, 1316, 1987]
letter-2-head: ବଣୁଆ ହାତୀଙ୍କ ଉପଦ୍ରବ [1219, 195, 1443, 220]
sudoku-solution-cell: 1 [1436, 2210, 1453, 2224]
sudoku-solution-cell: 5 [1349, 2140, 1366, 2154]
sudoku-solution-cell: 3 [1401, 2210, 1418, 2224]
lead-body: ଖାଦ୍ୟ ମଣିଷର ମୌଳିକ ଆବଶ୍ୟକତା । ବ୍ରିଟିଶ ଏ ଦେଶରୁ ଛାଡ଼ିଯିବାର ଅନେକ ବର୍ଷ ପରେ ବି ୭୨ ପ୍ରତିଶତ ଭାରତୀୟ ଏବେ ବି ଚିନ୍ତାଜନକ ଅବସ୍ଥାରେ ବଞ୍ଚୁଛନ୍ତି । ଏହି ପରିପ୍ରେକ୍ଷୀରେ ଖାଦ୍ୟ ସୁରକ୍ଷା ଆଇନ ପ୍ରଣୟନ ପାଇଁ ସରକାର ଯେଉଁ ପଦକ୍ଷେପ ନେଇଛନ୍ତି ତାହା ପ୍ରଶଂସନୀୟ । କେନ୍ଦ୍ର ସରକାର ଖାଦ୍ୟ ସୁରକ୍ଷା ଆଇନକୁ କାର୍ଯ୍ୟକାରୀ କରିବାକୁ ନିଷ୍ପତ୍ତି ନେଇଛନ୍ତି । ଏହା ଦେଶର ୬୭ ପ୍ରତିଶତ ଲୋକଙ୍କୁ ସୁଲଭ ମୂଲ୍ୟରେ ଚାଉଳ, ଗହମ ଏବଂ ଅନ୍ୟାନ୍ୟ ଖାଦ୍ୟଶସ୍ୟ ଯୋଗାଇବ । କିନ୍ତୁ ଏହାର ସଫଳ କାର୍ଯ୍ୟକାରିତା ନେଇ ପ୍ରଶ୍ନ ଉଠୁଛି । ଗଣବଣ୍ଟନ ବ୍ୟବସ୍ଥାରେ ଥିବା ଦୁର୍ନୀତି ଦୂର ନହେଲେ ଏହି ଯୋଜନାର ଲାଭ ପ୍ରକୃତ ହିତାଧିକାରୀଙ୍କ ପାଖରେ ପହଞ୍ଚିବ ନାହିଁ । ଦେଶର ଅନେକ ଗୋଦାମରେ ଖାଦ୍ୟଶସ୍ୟ ସଡ଼ି ଯାଉଛି ଅଥଚ ଲକ୍ଷ ଲକ୍ଷ ଲୋକ ଭୋକିଲା ରହୁଛନ୍ତି । ଏହି ବିରୋଧାଭାସ ଦୂର କରିବା ପାଇଁ ସରକାରଙ୍କୁ ଉପଯୁକ୍ତ ପଦକ୍ଷେପ ନେବାକୁ ପଡ଼ିବ । ଖାଦ୍ୟ ସୁରକ୍ଷା ଆଇନ ପାଇଁ ବର୍ଷକୁ ପ୍ରାୟ ୧,୨୫,୦୦୦ କୋଟି ଟଙ୍କା ଖର୍ଚ୍ଚ ହେବ ବୋଲି ଆକଳନ କରାଯାଇଛି । ଏହି ଅର୍ଥର ସଦୁପଯୋଗ ହେବା ଆବଶ୍ୟକ । ରାଜ୍ୟ ସରକାରମାନଙ୍କ ସହଯୋଗ ବିନା ଏହି ଯୋଜନା ସଫଳ ହୋଇପାରିବ ନାହିଁ । କୃଷି ଉତ୍ପାଦନ ବୃଦ୍ଧି ପାଇଁ ମଧ୍ୟ ସରକାରଙ୍କୁ ଧ୍ୟାନ ଦେବାକୁ ପଡ଼ିବ । ଚାଷୀମାନଙ୍କୁ ଉଚିତ ମୂଲ୍ୟ ମିଳିଲେ ହିଁ ଉତ୍ପାଦନ ବଢ଼ିବ । ଜଳସେଚନ, ସାର ଓ ବିହନ ଯୋଗାଣ ସୁନିଶ୍ଚିତ କରିବାକୁ ହେବ । ଜଳବାୟୁ ପରିବର୍ତ୍ତନ ଯୋଗୁଁ କୃଷି କ୍ଷେତ୍ରରେ ନୂଆ ଆହ୍ୱାନ ସୃଷ୍ଟି ହେଉଛି । ଏହାର ମୁକାବିଲା ପାଇଁ ଦୀର୍ଘମିଆଦି ଯୋଜନା ଦରକାର । ସର୍ବୋପରି ଖାଦ୍ୟ ସୁରକ୍ଷା କେବଳ ଆଇନ ଜରିଆରେ ନୁହେଁ, ବରଂ ଦୃଢ଼ ରାଜନୈତିକ ଇଚ୍ଛାଶକ୍ତି ଓ ସ୍ୱଚ୍ଛ ପ୍ରଶାସନ ଦ୍ୱାରା ହିଁ ସମ୍ଭବ । ଦେଶର ପ୍ରତିଟି ନାଗରିକଙ୍କ ଥାଳିରେ ଖାଦ୍ୟ ପହଞ୍ଚାଇବା ଆମର ସାମୂହିକ ଦାୟିତ୍ୱ । ଏଥିପାଇଁ ସମସ୍ତଙ୍କ ସହଯୋଗ ଆବଶ୍ୟକ । [340, 179, 1140, 302]
sudoku-cell[interactable] [1218, 1942, 1251, 1950]
sudoku-cell[interactable] [1250, 1950, 1283, 1987]
sudoku-solution-cell: 9 [1349, 2196, 1366, 2210]
anniv-items [1168, 1644, 1494, 1734]
sudoku-solution-cell: 5 [1453, 2210, 1470, 2224]
sudoku-solution-cell: 4 [1401, 2182, 1418, 2196]
weekly-title: ସାପ୍ତାହିକ ପଞ୍ଜିକା [1168, 1070, 1494, 1110]
chiranatani-title: ଚିରନ୍ତନୀ [6, 8, 320, 46]
envelope-icon [1168, 11, 1218, 47]
sudoku-cell[interactable] [1218, 1907, 1251, 1943]
anniv-item: • ବାଣିଜ୍ୟ ମେଳାରେ ରାଜ୍ୟର ହସ୍ତତନ୍ତ ସାମଗ୍ରୀ ପ୍ରଦର୍ଶନ [1188, 1678, 1494, 1692]
anniv-item: • ପ୍ରାକୃତିକ ବିପର୍ଯ୍ୟୟରେ ରାଜ୍ୟରେ ବହୁ କ୍ଷତି [1188, 1644, 1494, 1658]
sudoku-cell[interactable] [1185, 1986, 1218, 2022]
quote-author: -ଶ୍ରୀମା [948, 43, 980, 55]
article3-sign: ଶ୍ରୀଷ ଉନ୍ନେଳ, କଟକ, ମୋ-୯୯୩୭୫୪୨୦୩୫ [944, 2294, 1140, 2307]
sudoku-cell[interactable] [1185, 1942, 1218, 1950]
sudoku-solution-cell: 9 [1401, 2140, 1418, 2154]
sudoku-solution-cell: 6 [1453, 2182, 1470, 2196]
bottom-bar [0, 2318, 1498, 2334]
sudoku-cell[interactable] [1381, 2022, 1414, 2058]
sudoku-cell[interactable] [1316, 1799, 1349, 1835]
sudoku-solution-cell: 8 [1332, 2182, 1349, 2196]
sudoku-solution-cell: 2 [1332, 2140, 1349, 2154]
sudoku-cell[interactable]: 3 [1446, 1799, 1479, 1835]
article2-headline: ଆଧ୍ୟାତ୍ମିକ ବ୍ୟଭିଚାର [436, 884, 1044, 958]
sudoku-cell[interactable]: 2 [1381, 2057, 1414, 2093]
anniv-title-b: ତଳର ଧରିତ୍ରୀ [1204, 1600, 1318, 1625]
sudoku-cell[interactable]: 6 [1218, 1986, 1251, 2022]
sudoku-cell[interactable] [1414, 1907, 1447, 1943]
sudoku-solution-cell: 2 [1453, 2224, 1470, 2236]
sudoku-solution-cell: 6 [1367, 2140, 1384, 2154]
address-line2: ସମ୍ପାଦକ, ଧରିତ୍ରୀ, [1291, 881, 1371, 892]
sudoku-solution-cell: 6 [1332, 2168, 1349, 2182]
sudoku-solution-cell: 5 [1367, 2196, 1384, 2210]
sudoku-cell[interactable] [1414, 1950, 1447, 1987]
sudoku-cell[interactable] [1185, 1950, 1218, 1987]
divider [4, 866, 1150, 868]
sudoku-cell[interactable] [1348, 1870, 1381, 1907]
sudoku-cell[interactable] [1381, 1835, 1414, 1871]
sudoku-cell[interactable]: 9 [1316, 1835, 1349, 1871]
sudoku-solution-cell: 5 [1401, 2126, 1418, 2140]
sudoku-cell[interactable] [1381, 1942, 1414, 1950]
sudoku-footer: ସୁଡୋକୁ ଖେଳର ପ୍ରତ୍ୟେକ ଉତ୍ତରକୁ ମିଶାଇ ଦେଲେ ଫଳ ସମାନ ରହୁଥିବ । [1330, 2241, 1488, 2264]
article2-body-cont: ଭାରତୀୟ ସଂସ୍କୃତିରେ ମୂର୍ତ୍ତି ପୂଜାର ପରମ୍ପରା ବହୁ ପୁରାତନ । ଦେବାଦେବୀଙ୍କ ମୂର୍ତ୍ତି ନିର୍ମାଣ ପାଇଁ ଶାସ୍ତ୍ରରେ ସ୍ପଷ୍ଟ ନିର୍ଦ୍ଦେଶ ରହିଛି । ମୂର୍ତ୍ତି ହେଉଛି ଈଶ୍ୱରଙ୍କ ପ୍ରତୀକ, ଯାହା ମାଧ୍ୟମରେ ଭକ୍ତ ତାଙ୍କ ଇଷ୍ଟଦେବଙ୍କ ସହ ସଂଯୋଗ ସ୍ଥାପନ କରେ । ମାତ୍ର ଆଜିକାଲି ମୂର୍ତ୍ତି ପୂଜା ନାମରେ ଅନେକ ବିକୃତି ଦେଖାଦେଉଛି । ବଜାରରେ ବିଭିନ୍ନ ପ୍ରକାରର ମୂର୍ତ୍ତି ଆସୁଛି ଯାହା ଶାସ୍ତ୍ରସମ୍ମତ ନୁହେଁ । ଦେବାଦେବୀଙ୍କୁ ଚଳଚ୍ଚିତ୍ର ଅଭିନେତା ଓ ଅଭିନେତ୍ରୀଙ୍କ ରୂପରେ ଗଢ଼ାଯାଉଛି । ପୂଜା ମଣ୍ଡପଗୁଡ଼ିକ ଆଧ୍ୟାତ୍ମିକତାର କେନ୍ଦ୍ର ନହୋଇ ମନୋରଞ୍ଜନର ସ୍ଥଳ ପାଲଟିଛି । ଉଚ୍ଚ ସ୍ୱରରେ ଚଳଚ୍ଚିତ୍ର ସଙ୍ଗୀତ ବଜାଯାଉଛି ଓ ଭକ୍ତିଭାବ ଲୋପ ପାଉଛି । ଏହାକୁ ହିଁ ଆଧ୍ୟାତ୍ମିକ ବ୍ୟଭିଚାର କୁହାଯାଇପାରେ । ସ୍ୱାମୀ ବିବେକାନନ୍ଦ କହିଥିଲେ ଯେ ମୂର୍ତ୍ତି ପୂଜା ହେଉଛି ଆଧ୍ୟାତ୍ମିକ ଉନ୍ନତିର ପ୍ରଥମ ସୋପାନ । କିନ୍ତୁ ଯେତେବେଳେ ସେହି ସୋପାନ ହିଁ ଭ୍ରଷ୍ଟ ହୋଇଯାଏ ସେତେବେଳେ ଉନ୍ନତି ସମ୍ଭବ ନୁହେଁ । ଧର୍ମୀୟ ଅନୁଷ୍ଠାନଗୁଡ଼ିକରେ ବ୍ୟବସାୟିକରଣ ବଢ଼ିଚାଲିଛି । ଦାନ ନାମରେ ଅର୍ଥ ସଂଗ୍ରହ ଓ ତାର ଅପବ୍ୟବହାର ଚିନ୍ତାର ବିଷୟ । ଧର୍ମର ମୂଳ ଉଦ୍ଦେଶ୍ୟ ମଣିଷକୁ ସଚ୍ଚୋଟ ଓ ନୈତିକ କରିବା । ସମାଜର ପ୍ରଗତି ପାଇଁ ପ୍ରକୃତ ଆଧ୍ୟାତ୍ମିକତାର ପୁନଃପ୍ରତିଷ୍ଠା ଦରକାର । ଧର୍ମଗୁରୁ ଓ ସାଧାରଣ ଭକ୍ତ ଉଭୟଙ୍କୁ ଏଥିପ୍ରତି ସଚେତନ ହେବାକୁ ପଡ଼ିବ । ପରମ୍ପରାର ସମ୍ମାନ ରକ୍ଷା କରି ଆଧୁନିକତାକୁ ଗ୍ରହଣ କରିବା ଆବଶ୍ୟକ । ଶିକ୍ଷିତ ସମାଜ ଏହି ବିକୃତିର ବିରୋଧ କଲେ ହିଁ ପରିବର୍ତ୍ତନ ଆସିବ । [6, 1331, 336, 1552]
sudoku-solution-cell: 9 [1419, 2182, 1436, 2196]
article3-col1: ପ୍ରତି ଦୁଇ ମିନିଟରେ ଦେଶରେ ଜଣେ ମହିଳା ନିର୍ଯ୍ୟାତନାର ଶିକାର ହେଉଛନ୍ତି । ଏହି ପରିସଂଖ୍ୟାନ ଆମ ସମାଜର ଏକ ଭୟଙ୍କର ଚିତ୍ର ଉପସ୍ଥାପନ କରୁଛି । ପରିବାର ଭିତରେ ଘରୋଇ ହିଂସା, ଯୌତୁକ ପାଇଁ ନିର୍ଯ୍ୟାତନା ଓ କର୍ମକ୍ଷେତ୍ରରେ ଶୋଷଣ ନିତିଦିନିଆ ଘଟଣା ପାଲଟିଛି । ଶିଶୁକାଳରୁ ହିଁ ଝିଅମାନଙ୍କୁ ଭେଦଭାବର ସମ୍ମୁଖୀନ ହେବାକୁ ପଡ଼େ । ପୁଅ ଓ ଝିଅ ମଧ୍ୟରେ ଶିକ୍ଷା, ଖାଦ୍ୟ ଓ ସ୍ୱାସ୍ଥ୍ୟସେବାରେ ପାର୍ଥକ୍ୟ କରାଯାଏ । ନିର୍ଯ୍ୟାତନାର ପ୍ରଥମ ନିଆଁ ଘରୁ ହିଁ ଜଳେ । ମାଆ ନିଜେ ଯେତେବେଳେ ଝିଅକୁ ନିମ୍ନ ଭାବେ ଦେଖେ, ସେତେବେଳେ ସମାଜର ମାନସିକତା ବଦଳିବ କିପରି । ଆଇନ ଅଛି, କିନ୍ତୁ ତାର କାର୍ଯ୍ୟକାରିତା ଦୁର୍ବଳ । ପୀଡ଼ିତାମାନେ ଭୟରେ ଅଭିଯୋଗ କରନ୍ତି ନାହିଁ । ପୋଲିସ ଥାନାରେ ମଧ୍ୟ ସେମାନଙ୍କୁ ସହାନୁଭୂତି ମିଳେ ନାହିଁ । ନ୍ୟାୟ ପ୍ରକ୍ରିୟା ଦୀର୍ଘ ହୋଇଥିବାରୁ ଅପରାଧୀମାନେ ଦଣ୍ଡରୁ ବର୍ତ୍ତିଯାଆନ୍ତି । ମହିଳା ସଶକ୍ତିକରଣ ପାଇଁ ଶିକ୍ଷା ହିଁ ସବୁଠାରୁ ବଡ଼ ଅସ୍ତ୍ର । ଆର୍ଥିକ ସ୍ୱାବଲମ୍ବନ ମହିଳାଙ୍କୁ ଆତ୍ମବିଶ୍ୱାସୀ କରେ । ସମାଜର ପ୍ରତିଟି ବ୍ୟକ୍ତି ଏହି ଅନ୍ୟାୟ ବିରୁଦ୍ଧରେ ସ୍ୱର ଉଠାଇଲେ ହିଁ ପରିବର୍ତ୍ତନ ଆସିବ । ପିଲାଦିନରୁ ପୁଅମାନଙ୍କୁ ମହିଳାଙ୍କୁ ସମ୍ମାନ କରିବା ଶିକ୍ଷା ଦେବା ଦରକାର । ଗଣମାଧ୍ୟମ ମଧ୍ୟ ଏ ଦିଗରେ ଗୁରୁତ୍ୱପୂର୍ଣ୍ଣ ଭୂମିକା ନେଇପାରେ । ନିର୍ଯ୍ୟାତନାର ଏହି ନିଆଁକୁ ଲିଭାଇବା ଆମ ସମସ୍ତଙ୍କ ଦାୟିତ୍ୱ । ସରକାର, ସ୍ୱେଚ୍ଛାସେବୀ ସଂଗଠନ ଓ ସାଧାରଣ ନାଗରିକ ମିଳିତ ଭାବେ କାମ କଲେ ହିଁ ଏକ ସୁସ୍ଥ ସମାଜ ଗଢ଼ି ହେବ । [6, 1809, 336, 2030]
letter-2-sign: କୃଷ୍ଣଚନ୍ଦ୍ର ବାରିକ, ବାସନ୍ତୀ କଲୋନୀ, ରାଉରକେଲା-୧୨ [1264, 296, 1494, 309]
sudoku-cell[interactable] [1316, 2057, 1349, 2093]
sudoku-cell[interactable]: 5 [1250, 1986, 1283, 2022]
sudoku-cell[interactable] [1446, 2022, 1479, 2058]
sudoku-cell[interactable] [1348, 1799, 1381, 1835]
sudoku-solution-cell: 6 [1401, 2154, 1418, 2168]
letter-3-body: ସାକ୍ଷୀଗୋପାଳ ରେଳ ଫାଟକ ନିକଟରେ ପ୍ରତିଦିନ ଯାନବାହନ ଜାମ ହେଉଛି । ଫାଟକ ଦୀର୍ଘ ସମୟ ବନ୍ଦ ରହୁଥିବାରୁ ରୋଗୀ, ଛାତ୍ରଛାତ୍ରୀ ଓ କର୍ମଚାରୀମାନେ ଅସୁବିଧାର ସମ୍ମୁଖୀନ ହେଉଛନ୍ତି । ଏଠାରେ ଏକ ଉପରିସେତୁ ନିର୍ମାଣ ହେଲେ ସମସ୍ୟାର ସମାଧାନ ହେବ । ରେଳ ବିଭାଗ ଏ ଦିଗରେ ଶୀଘ୍ର ପଦକ୍ଷେପ ନେଉ ବୋଲି ଅନୁରୋଧ । [1168, 360, 1494, 413]
sudoku-solution-cell: 7 [1453, 2168, 1470, 2182]
anniv-box [1168, 1544, 1494, 1640]
sudoku-cell[interactable]: 6 [1185, 1907, 1218, 1943]
sudoku-solution-cell: 3 [1384, 2154, 1401, 2168]
address-email2[interactable]: E-mail:advt@dharitri.com [1251, 970, 1411, 983]
chiranatani-author: -କାଳିନ୍ଦୀ ଚରଣ ପାଣିଗ୍ରାହୀ [158, 232, 290, 247]
sudoku-cell[interactable] [1283, 1986, 1316, 2022]
letters-logo [1168, 6, 1494, 54]
sudoku-cell[interactable]: 8 [1348, 2022, 1381, 2058]
sudoku-solution-cell: 1 [1367, 2182, 1384, 2196]
sudoku-cell[interactable]: 9 [1414, 1799, 1447, 1835]
sudoku-cell[interactable] [1218, 1835, 1251, 1871]
sudoku-cell[interactable] [1185, 1870, 1218, 1907]
sudoku-solution-cell: 4 [1367, 2168, 1384, 2182]
address-line1: ପାଠକ ଶ୍ରେଣି ବିଭାଗକୁ ଉଦ୍ଦିଷ୍ଟ ପତ୍ର ପଠାଇବାର ଠିକଣା: [1218, 866, 1444, 877]
sudoku-cell[interactable]: 3 [1218, 2057, 1251, 2093]
anniv-title-a: ପଚିଶ ବର୍ଷ [1225, 1579, 1297, 1601]
sudoku-solution-cell: 7 [1419, 2126, 1436, 2140]
sudoku-cell[interactable] [1316, 2022, 1349, 2058]
sudoku-solution-cell: 8 [1471, 2210, 1488, 2224]
sudoku-cell[interactable] [1316, 1950, 1349, 1987]
divider [1154, 6, 1156, 2316]
